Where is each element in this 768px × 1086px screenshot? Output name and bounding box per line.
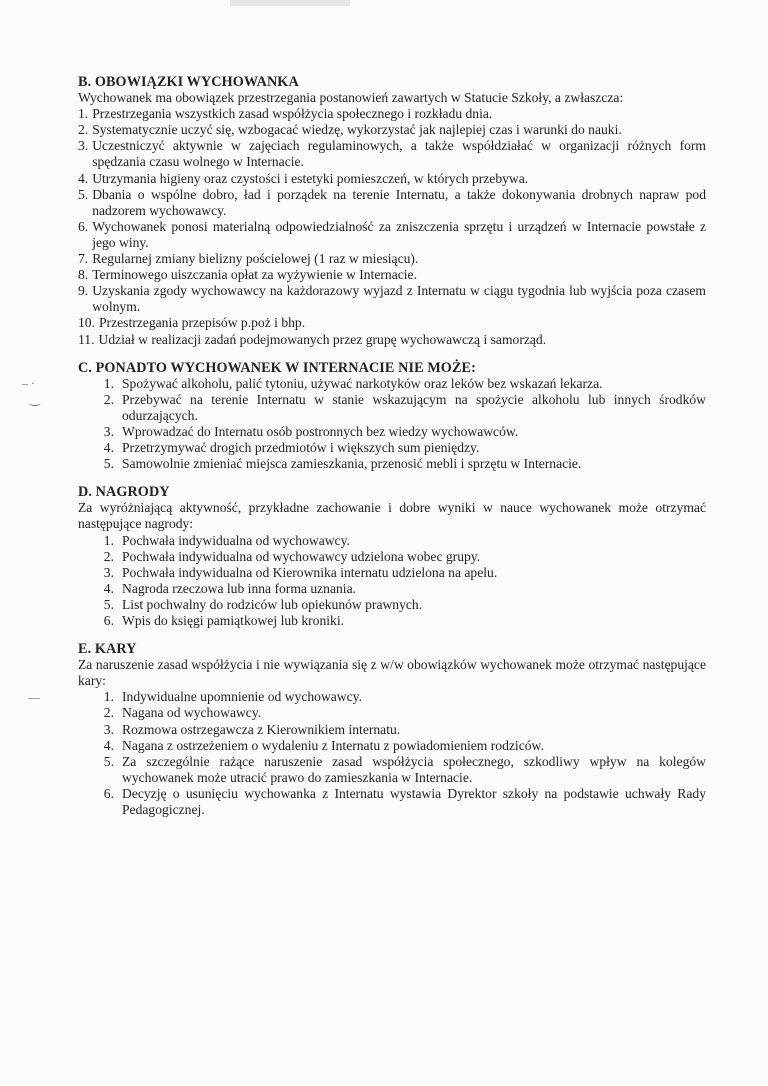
margin-mark: — xyxy=(28,690,40,704)
list-item-number: 5. xyxy=(78,186,89,202)
section-e xyxy=(78,641,706,818)
list-item-number: 11. xyxy=(78,331,95,347)
list-item xyxy=(78,786,706,818)
section-d-list xyxy=(78,533,706,630)
list-item xyxy=(78,332,706,348)
list-item-text: Za szczególnie rażące naruszenie zasad współżycia społecznego, szkodliwy wpływ na kolegów wychowanek może utracić prawo do zamieszkania w Internacie. xyxy=(122,753,706,785)
list-item xyxy=(78,613,706,629)
list-item-number: 4. xyxy=(103,737,114,753)
list-item-number: 3. xyxy=(103,721,114,737)
list-item xyxy=(78,581,706,597)
list-item-number: 3. xyxy=(78,138,89,154)
list-item-text: Terminowego uiszczania opłat za wyżywienie w Internacie. xyxy=(92,267,417,283)
section-b xyxy=(78,74,706,348)
list-item-text: Przetrzymywać drogich przedmiotów i większych sum pieniędzy. xyxy=(122,440,480,456)
section-b-intro: Wychowanek ma obowiązek przestrzegania postanowień zawartych w Statucie Szkoły, a zwłaszcza: xyxy=(78,90,624,106)
list-item-text: Uczestniczyć aktywnie w zajęciach regulaminowych, a także współdziałać w organizacji różnych form spędzania czasu wolnego w Internacie. xyxy=(92,138,706,170)
list-item-number: 1. xyxy=(103,375,114,391)
scan-artifact xyxy=(230,0,350,6)
list-item xyxy=(78,187,706,219)
list-item-text: Uzyskania zgody wychowawcy na każdorazowy wyjazd z Internatu w ciągu tygodnia lub wyjścia poza czasem wolnym. xyxy=(92,283,706,315)
list-item xyxy=(78,424,706,440)
list-item xyxy=(78,267,706,283)
list-item-text: Decyzję o usunięciu wychowanka z Internatu wystawia Dyrektor szkoły na podstawie uchwały Rady Pedagogicznej. xyxy=(122,785,706,818)
list-item-text: Utrzymania higieny oraz czystości i estetyki pomieszczeń, w których przebywa. xyxy=(92,170,529,186)
list-item-text: Systematycznie uczyć się, wzbogacać wiedzę, wykorzystać jak najlepiej czas i warunki do nauki. xyxy=(92,122,622,138)
list-item-number: 7. xyxy=(78,251,89,267)
section-d-intro: Za wyróżniającą aktywność, przykładne zachowanie i dobre wyniki w nauce wychowanek może otrzymać następujące nagrody: xyxy=(78,500,706,532)
section-e-heading: E. KARY xyxy=(78,641,137,658)
list-item-text: Wychowanek ponosi materialną odpowiedzialność za zniszczenia sprzętu i urządzeń w Internacie powstałe z jego winy. xyxy=(92,218,706,250)
list-item-text: Dbania o wspólne dobro, ład i porządek na terenie Internatu, a także dokonywania drobnych napraw pod nadzorem wychowawcy. xyxy=(92,186,706,218)
list-item-text: Nagana z ostrzeżeniem o wydaleniu z Internatu z powiadomieniem rodziców. xyxy=(122,737,544,753)
list-item-text: Spożywać alkoholu, palić tytoniu, używać narkotyków oraz leków bez wskazań lekarza. xyxy=(122,375,603,391)
list-item xyxy=(78,138,706,170)
list-item xyxy=(78,122,706,138)
list-item-number: 5. xyxy=(103,753,114,769)
section-e-intro: Za naruszenie zasad współżycia i nie wywiązania się z w/w obowiązków wychowanek może otrzymać następujące kary: xyxy=(78,657,706,689)
list-item-text: Przestrzegania wszystkich zasad współżycia społecznego i rozkładu dnia. xyxy=(92,106,493,122)
list-item-text: Rozmowa ostrzegawcza z Kierownikiem internatu. xyxy=(122,721,401,737)
section-c xyxy=(78,360,706,473)
section-d-heading: D. NAGRODY xyxy=(78,484,170,501)
list-item-number: 6. xyxy=(103,613,114,628)
list-item xyxy=(78,251,706,267)
list-item xyxy=(78,376,706,392)
list-item-text: Przestrzegania przepisów p.poż i bhp. xyxy=(99,315,306,331)
list-item-number: 10. xyxy=(78,315,95,331)
list-item xyxy=(78,106,706,122)
list-item-text: List pochwalny do rodziców lub opiekunów prawnych. xyxy=(122,596,423,612)
list-item-text: Samowolnie zmieniać miejsca zamieszkania, przenosić mebli i sprzętu w Internacie. xyxy=(122,456,582,472)
list-item-text: Pochwała indywidualna od Kierownika internatu udzielona na apelu. xyxy=(122,564,498,580)
list-item xyxy=(78,722,706,738)
list-item-text: Przebywać na terenie Internatu w stanie wskazującym na spożycie alkoholu lub innych środków odurzających. xyxy=(122,391,706,423)
section-e-list xyxy=(78,689,706,818)
list-item-text: Wprowadzać do Internatu osób postronnych bez wiedzy wychowawców. xyxy=(122,423,519,439)
list-item-text: Nagroda rzeczowa lub inna forma uznania. xyxy=(122,580,357,596)
list-item-text: Regularnej zmiany bielizny pościelowej (1 raz w miesiącu). xyxy=(92,251,419,267)
list-item-number: 3. xyxy=(103,423,114,439)
list-item xyxy=(78,705,706,721)
list-item-number: 9. xyxy=(78,283,89,299)
list-item-text: Indywidualne upomnienie od wychowawcy. xyxy=(122,689,362,705)
list-item-number: 1. xyxy=(78,106,89,122)
list-item xyxy=(78,738,706,754)
list-item-number: 8. xyxy=(78,267,89,283)
list-item xyxy=(78,597,706,613)
list-item-number: 2. xyxy=(103,548,114,564)
list-item-number: 4. xyxy=(78,170,89,186)
section-b-list xyxy=(78,106,706,347)
section-b-heading: B. OBOWIĄZKI WYCHOWANKA xyxy=(78,74,299,90)
list-item-number: 6. xyxy=(78,218,89,234)
list-item-number: 2. xyxy=(78,122,89,138)
list-item xyxy=(78,456,706,472)
list-item xyxy=(78,171,706,187)
list-item-number: 5. xyxy=(103,596,114,612)
list-item-number: 4. xyxy=(103,440,114,456)
list-item-number: 2. xyxy=(103,705,114,721)
list-item-number: 3. xyxy=(103,564,114,580)
list-item xyxy=(78,283,706,315)
list-item-text: Wpis do księgi pamiątkowej lub kroniki. xyxy=(122,613,345,628)
list-item xyxy=(78,440,706,456)
margin-mark: – · xyxy=(22,376,35,390)
list-item xyxy=(78,689,706,705)
list-item-number: 1. xyxy=(103,532,114,548)
list-item-number: 5. xyxy=(103,456,114,472)
list-item xyxy=(78,533,706,549)
list-item-text: Udział w realizacji zadań podejmowanych przez grupę wychowawczą i samorząd. xyxy=(98,331,547,347)
margin-mark: ‿ xyxy=(30,392,40,406)
list-item xyxy=(78,754,706,786)
list-item-text: Pochwała indywidualna od wychowawcy udzielona wobec grupy. xyxy=(122,548,481,564)
document-page xyxy=(78,74,706,818)
list-item-number: 2. xyxy=(103,391,114,407)
list-item-number: 1. xyxy=(103,689,114,705)
list-item-text: Pochwała indywidualna od wychowawcy. xyxy=(122,532,350,548)
section-c-heading: C. PONADTO WYCHOWANEK W INTERNACIE NIE MOŻE: xyxy=(78,359,476,376)
list-item-text: Nagana od wychowawcy. xyxy=(122,705,262,721)
section-d xyxy=(78,484,706,629)
list-item xyxy=(78,565,706,581)
list-item xyxy=(78,219,706,251)
section-c-list xyxy=(78,376,706,473)
list-item-number: 6. xyxy=(103,785,114,801)
list-item xyxy=(78,549,706,565)
list-item-number: 4. xyxy=(103,580,114,596)
list-item xyxy=(78,315,706,331)
list-item xyxy=(78,392,706,424)
